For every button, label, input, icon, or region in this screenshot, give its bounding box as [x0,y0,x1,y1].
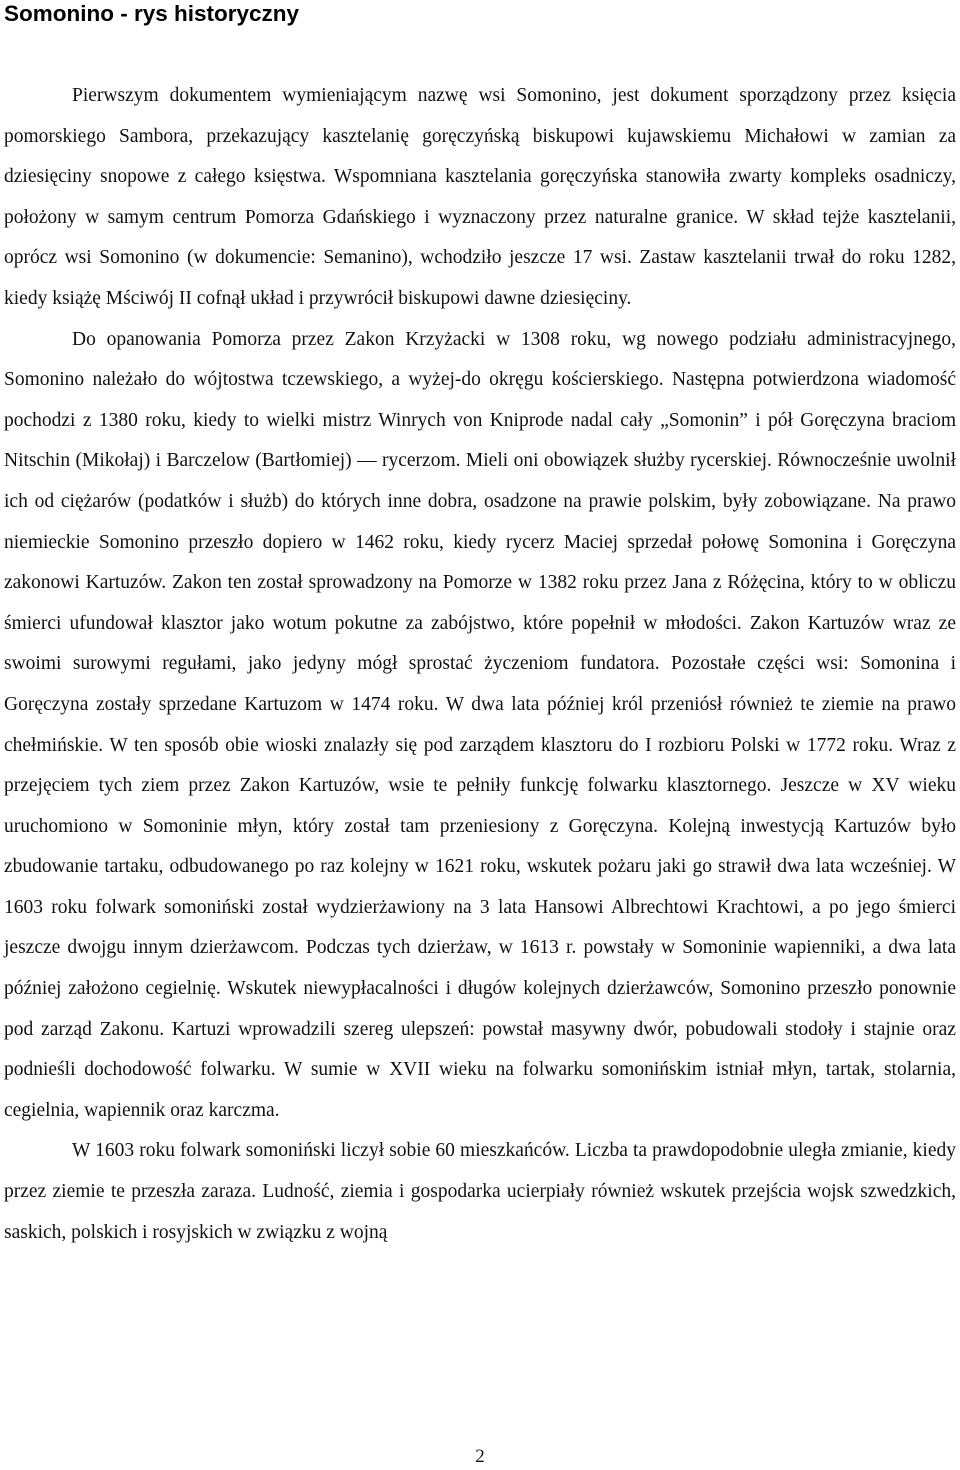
page-number: 2 [475,1446,485,1467]
page-title: Somonino - rys historyczny [4,1,300,26]
paragraph-3: W 1603 roku folwark somoniński liczył sobie 60 mieszkańców. Liczba ta prawdopodobnie uległa zmianie, kiedy przez ziemie te przeszła zaraza. Ludność, ziemia i gospodarka ucierpiały również wskutek przejścia wojsk szwedzkich, saskich, polskich i rosyjskich w związku z wojną [4,1140,956,1243]
paragraph-2: Do opanowania Pomorza przez Zakon Krzyżacki w 1308 roku, wg nowego podziału administracyjnego, Somonino należało do wójtostwa tczewskiego, a wyżej-do okręgu kościerskiego. Następna potwierdzona wiadomość pochodzi z 1380 roku, kiedy to wielki mistrz Winrych von Kniprode nadal cały „Somonin” i pół Goręczyna braciom Nitschin (Mikołaj) i Barczelow (Bartłomiej) — rycerzom. Mieli oni obowiązek służby rycerskiej. Równocześnie uwolnił ich od ciężarów (podatków i służb) do których inne dobra, osadzone na prawie polskim, były zobowiązane. Na prawo niemieckie Somonino przeszło dopiero w 1462 roku, kiedy rycerz Maciej sprzedał połowę Somonina i Goręczyna zakonowi Kartuzów. Zakon ten został sprowadzony na Pomorze w 1382 roku przez Jana z Różęcina, który to w obliczu śmierci ufundował klasztor jako wotum pokutne za zabójstwo, które popełnił w młodości. Zakon Kartuzów wraz ze swoimi surowymi regułami, jako jedyny mógł sprostać życzeniom fundatora. Pozostałe części wsi: Somonina i Goręczyna zostały sprzedane Kartuzom w 1474 roku. W dwa lata później król przeniósł również te ziemie na prawo chełmińskie. W ten sposób obie wioski znalazły się pod zarządem klasztoru do I rozbioru Polski w 1772 roku. Wraz z przejęciem tych ziem przez Zakon Kartuzów, wsie te pełniły funkcję folwarku klasztornego. Jeszcze w XV wieku uruchomiono w Somoninie młyn, który został tam przeniesiony z Goręczyna. Kolejną inwestycją Kartuzów było zbudowanie tartaku, odbudowanego po raz kolejny w 1621 roku, wskutek pożaru jaki go strawił dwa lata wcześniej. W 1603 roku folwark somoniński został wydzierżawiony na 3 lata Hansowi Albrechtowi Krachtowi, a po jego śmierci jeszcze dwojgu innym dzierżawcom. Podczas tych dzierżaw, w 1613 r. powstały w Somoninie wapienniki, a dwa lata później założono cegielnię. Wskutek niewypłacalności i długów kolejnych dzierżawców, Somonino przeszło ponownie pod zarząd Zakonu. Kartuzi wprowadzili szereg ulepszeń: powstał masywny dwór, pobudowali stodoły i stajnie oraz podnieśli dochodowość folwarku. W sumie w XVII wieku na folwarku somonińskim istniał młyn, tartak, stolarnia, cegielnia, wapiennik oraz karczma. [4,328,956,1121]
document-body [4,76,956,1253]
paragraph-1: Pierwszym dokumentem wymieniającym nazwę wsi Somonino, jest dokument sporządzony przez księcia pomorskiego Sambora, przekazujący kasztelanię goręczyńską biskupowi kujawskiemu Michałowi w zamian za dziesięciny snopowe z całego księstwa. Wspomniana kasztelania goręczyńska stanowiła zwarty kompleks osadniczy, położony w samym centrum Pomorza Gdańskiego i wyznaczony przez naturalne granice. W skład tejże kasztelanii, oprócz wsi Somonino (w dokumencie: Semanino), wchodziło jeszcze 17 wsi. Zastaw kasztelanii trwał do roku 1282, kiedy książę Mściwój II cofnął układ i przywrócił biskupowi dawne dziesięciny. [4,85,956,309]
